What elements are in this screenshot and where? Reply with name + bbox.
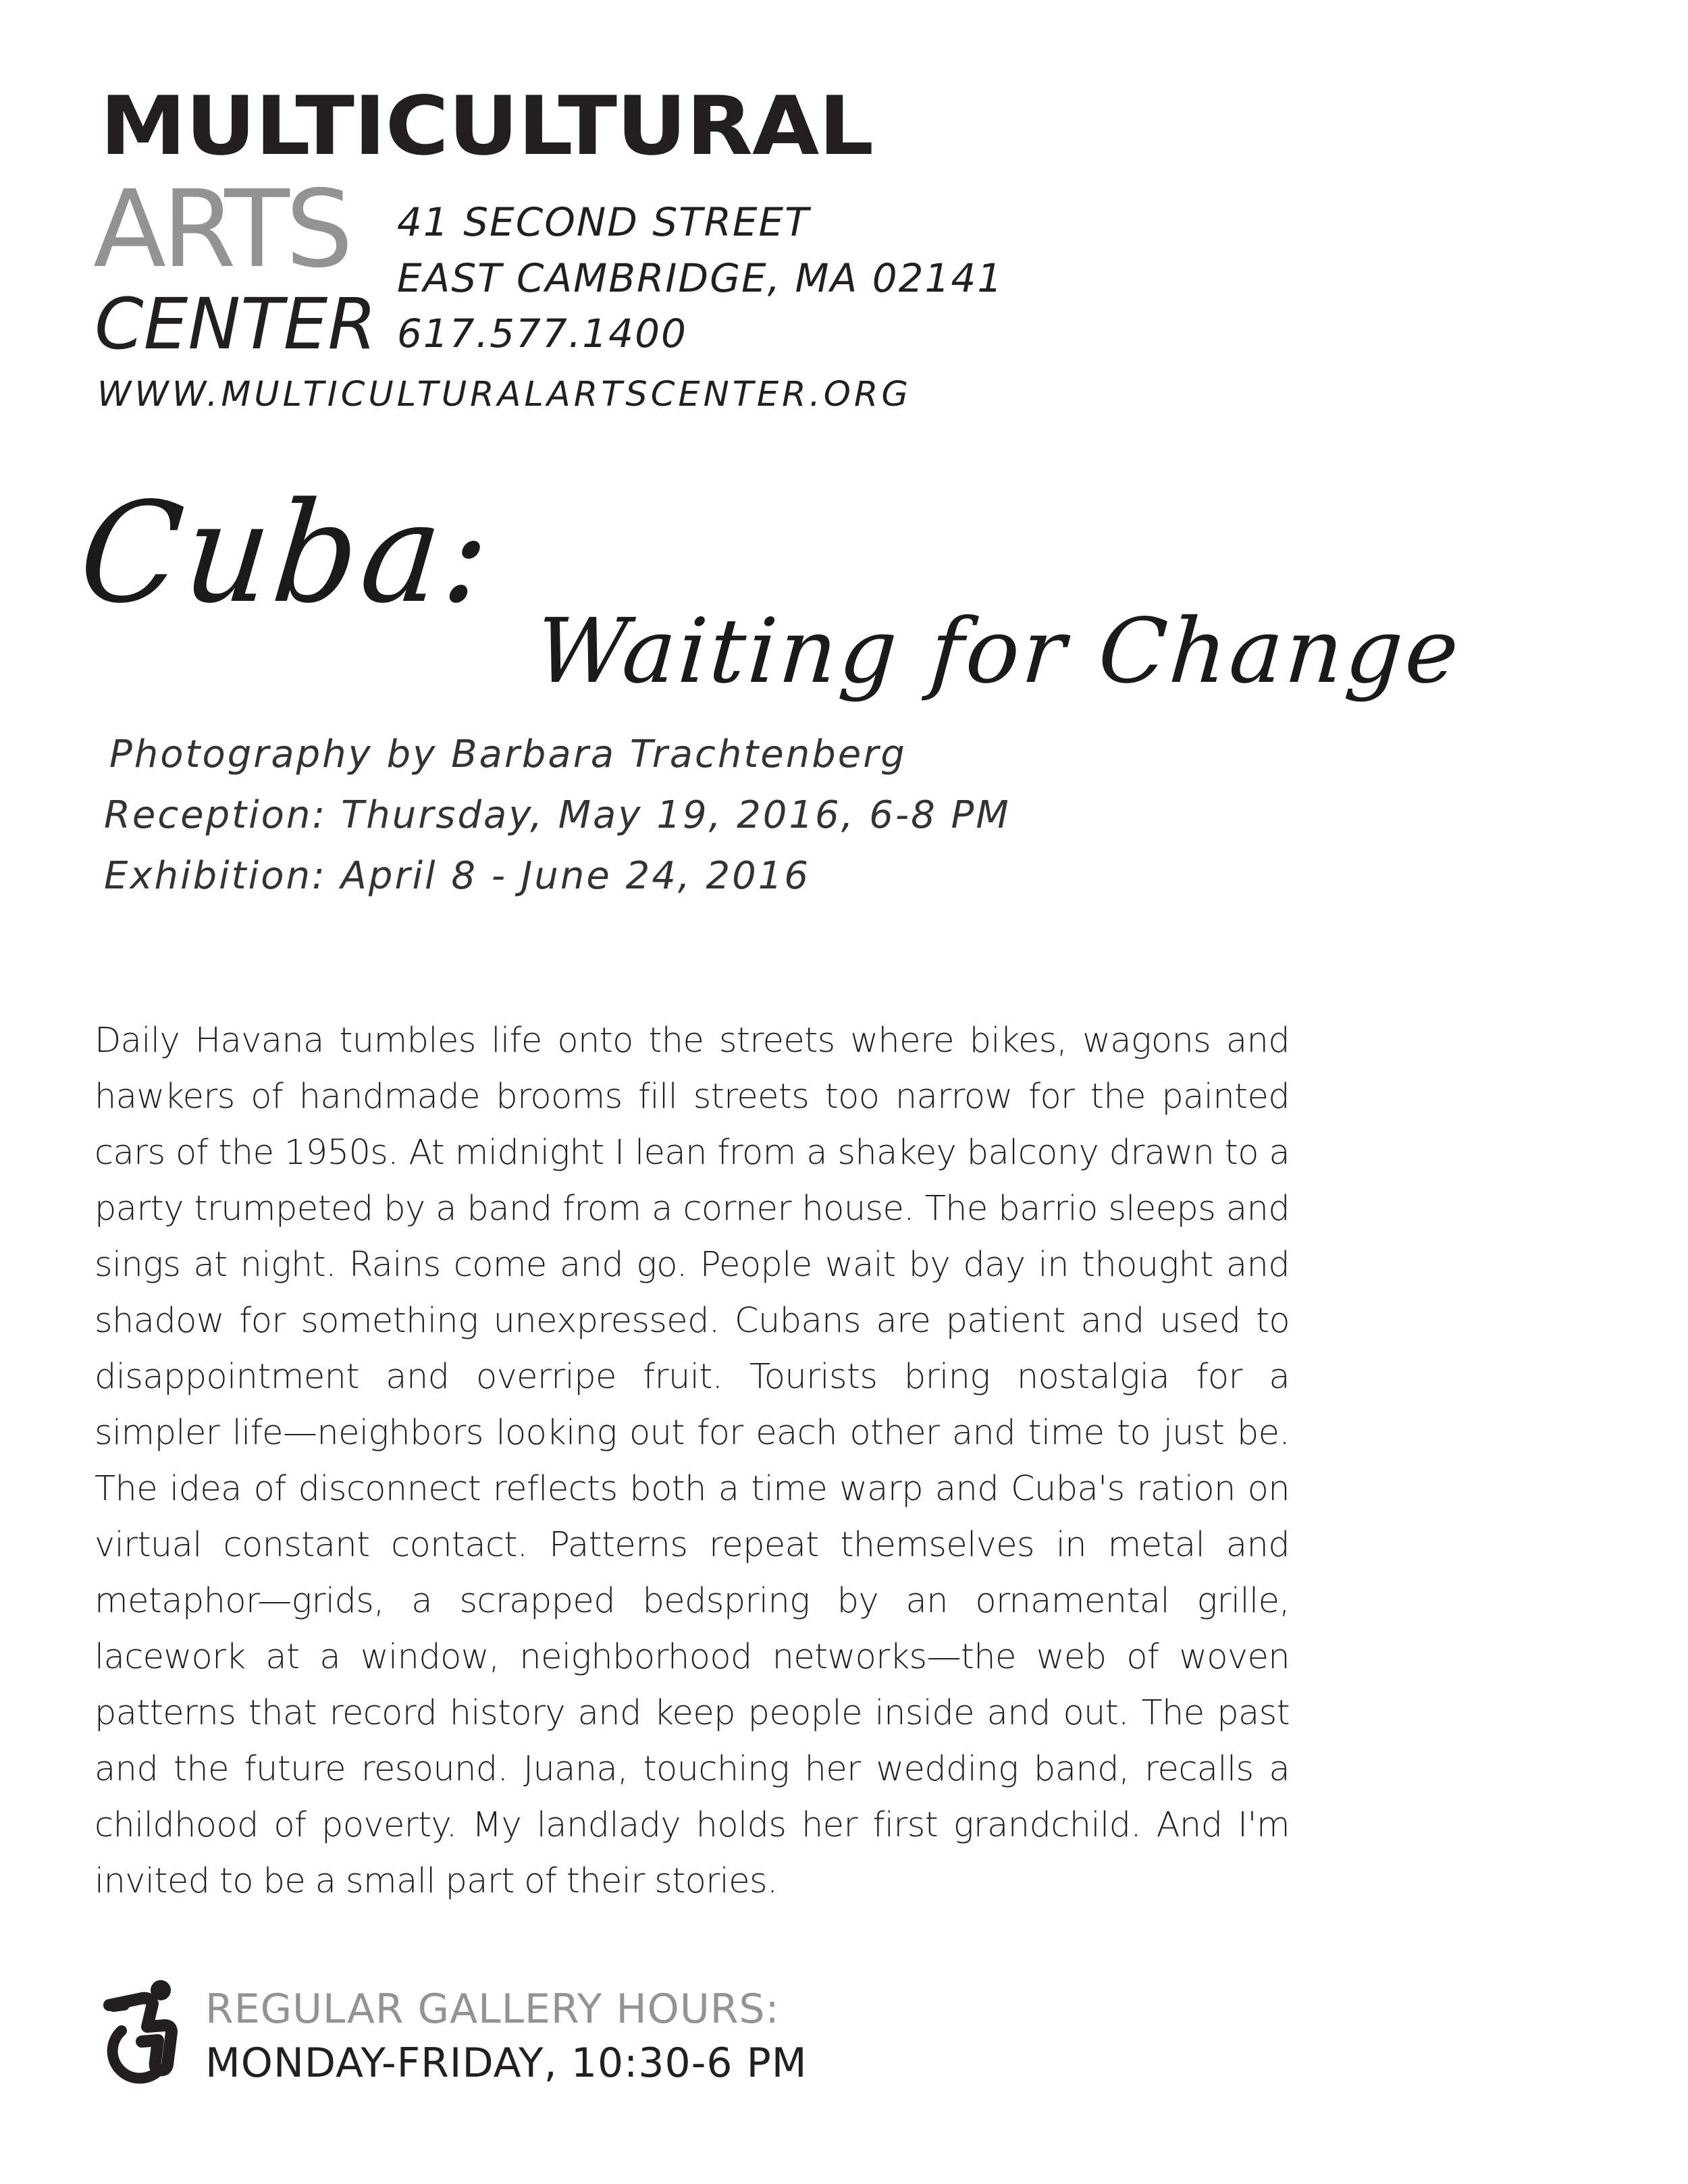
org-name-line2: ARTS: [93, 167, 350, 292]
website-url: WWW.MULTICULTURALARTSCENTER.ORG: [97, 375, 912, 415]
gallery-hours-label: REGULAR GALLERY HOURS:: [205, 1986, 780, 2033]
exhibition-title: Cuba:: [73, 473, 501, 634]
reception-info: Reception: Thursday, May 19, 2016, 6-8 PM: [104, 793, 1011, 837]
address-city: EAST CAMBRIDGE, MA 02141: [397, 255, 1004, 301]
gallery-hours-value: MONDAY-FRIDAY, 10:30-6 PM: [205, 2040, 808, 2087]
accessibility-icon: [95, 1978, 182, 2089]
photographer-credit: Photography by Barbara Trachtenberg: [109, 733, 907, 776]
exhibition-dates: Exhibition: April 8 - June 24, 2016: [104, 854, 810, 898]
phone-number: 617.577.1400: [397, 311, 687, 356]
org-name-line1: MULTICULTURAL: [100, 80, 874, 174]
artist-statement: Daily Havana tumbles life onto the streets where bikes, wagons and hawkers of handmade brooms fill streets too narrow for the painted cars of the 1950s. At midnight I lean from a shakey balcony drawn to a party trumpeted by a band from a corner house. The barrio sleeps and sings at night. Rains come and go. People wait by day in thought and shadow for something unexpressed. Cubans are patient and used to disappointment and overripe fruit. Tourists bring nostalgia for a simpler life—neighbors looking out for each other and time to just be. The idea of disconnect reflects both a time warp and Cuba's ration on virtual constant contact. Patterns repeat themselves in metal and metaphor—grids, a scrapped bedspring by an ornamental grille, lacework at a window, neighborhood networks—the web of woven patterns that record history and keep people inside and out. The past and the future resound. Juana, touching her wedding band, recalls a childhood of poverty. My landlady holds her first grandchild. And I'm invited to be a small part of their stories.: [95, 1021, 1290, 1901]
address-street: 41 SECOND STREET: [397, 199, 810, 245]
org-name-line3: CENTER: [95, 283, 377, 365]
exhibition-subtitle: Waiting for Change: [532, 600, 1465, 703]
